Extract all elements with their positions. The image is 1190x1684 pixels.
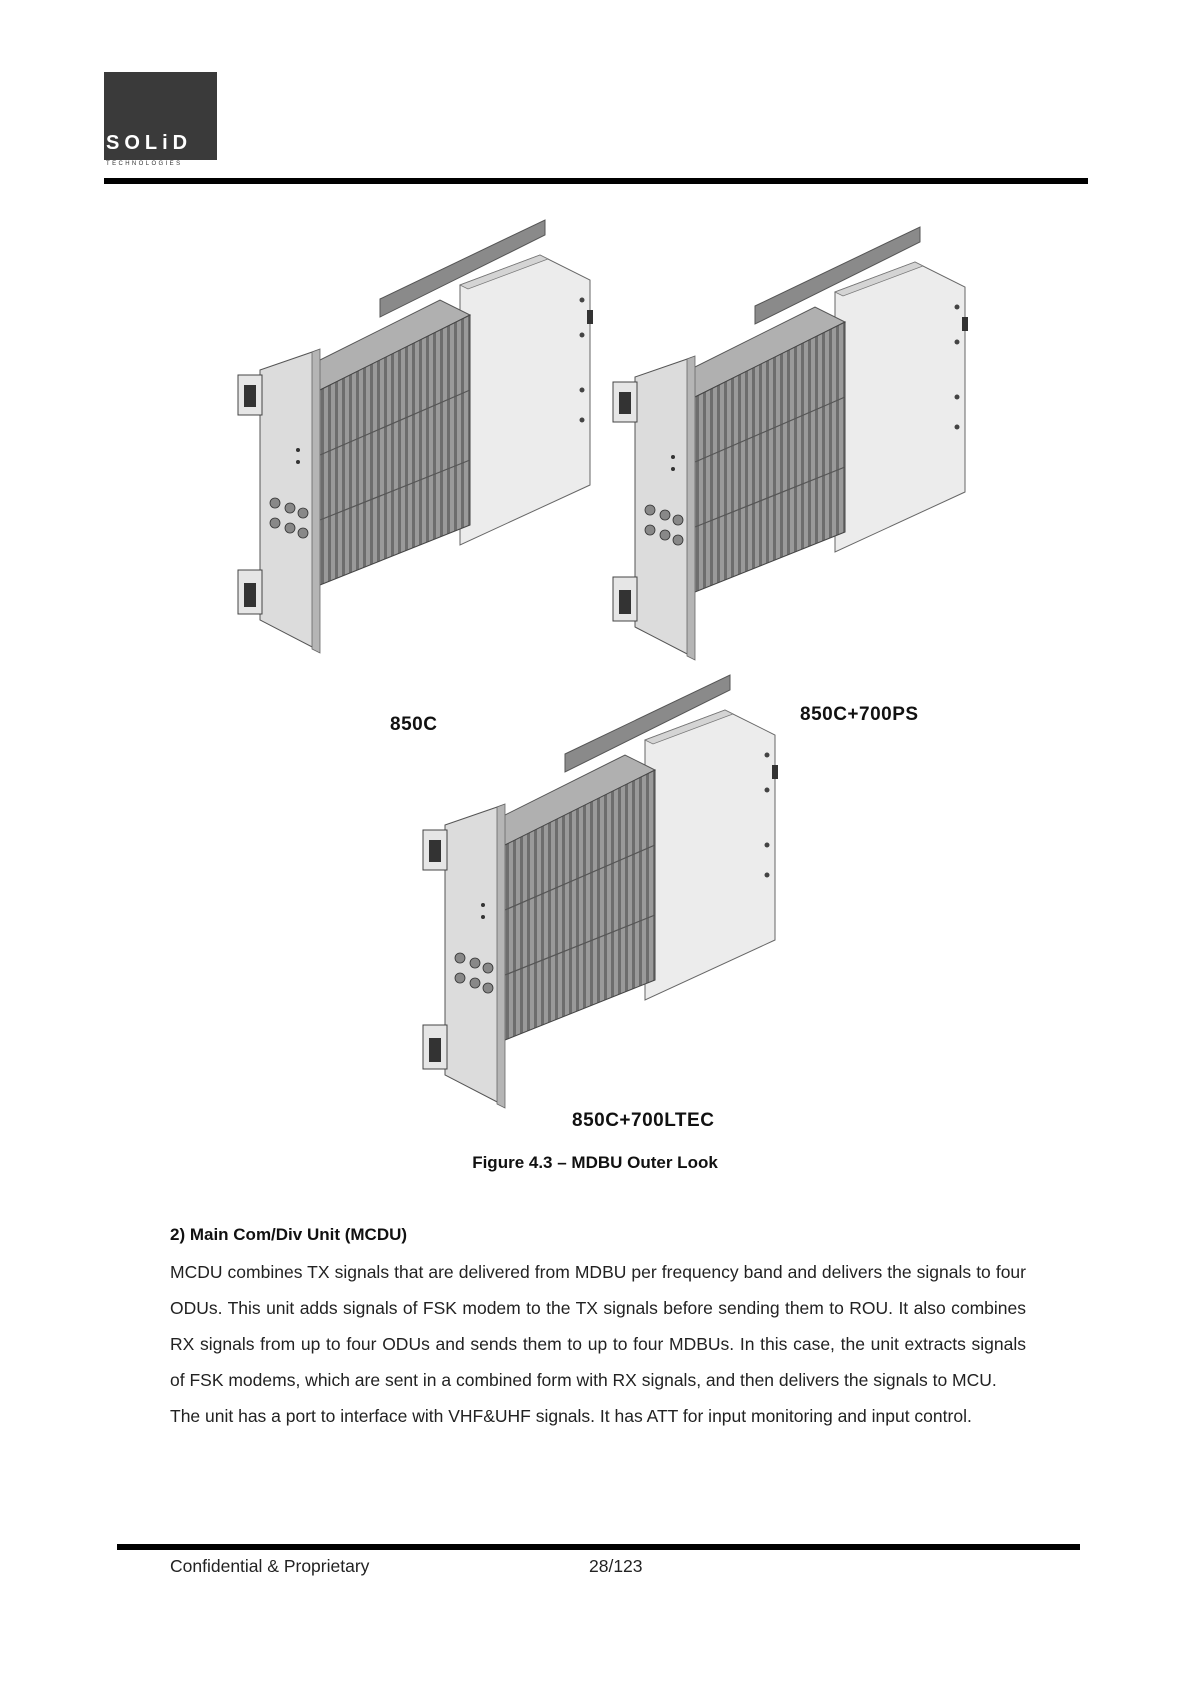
figure-caption: Figure 4.3 – MDBU Outer Look — [472, 1153, 718, 1172]
footer-confidential: Confidential & Proprietary — [170, 1556, 370, 1576]
body-paragraph: The unit has a port to interface with VHF&UHF signals. It has ATT for input monitoring and input control. — [170, 1406, 972, 1426]
footer-rule — [117, 1544, 1080, 1550]
unit-drawing-850c — [238, 220, 593, 653]
unit-label-850c-700ltec: 850C+700LTEC — [572, 1110, 715, 1131]
section-heading: 2) Main Com/Div Unit (MCDU) — [170, 1225, 408, 1244]
page-number: 28/123 — [589, 1556, 643, 1576]
section-body — [170, 1254, 1026, 1434]
unit-label-850c-700ps: 850C+700PS — [800, 704, 919, 725]
unit-drawing-850c-700ps — [613, 227, 968, 660]
unit-label-850c: 850C — [390, 714, 438, 735]
unit-drawing-850c-700ltec — [423, 675, 778, 1108]
logo-name: SOLiD — [106, 132, 193, 154]
logo-subtitle: TECHNOLOGIES — [106, 161, 183, 167]
body-paragraph: MCDU combines TX signals that are delivered from MDBU per frequency band and delivers the signals to four ODUs. This unit adds signals of FSK modem to the TX signals before sending them to ROU. It also combines RX signals from up to four ODUs and sends them to up to four MDBUs. In this case, the unit extracts signals of FSK modems, which are sent in a combined form with RX signals, and then delivers the signals to MCU. — [170, 1262, 1026, 1390]
